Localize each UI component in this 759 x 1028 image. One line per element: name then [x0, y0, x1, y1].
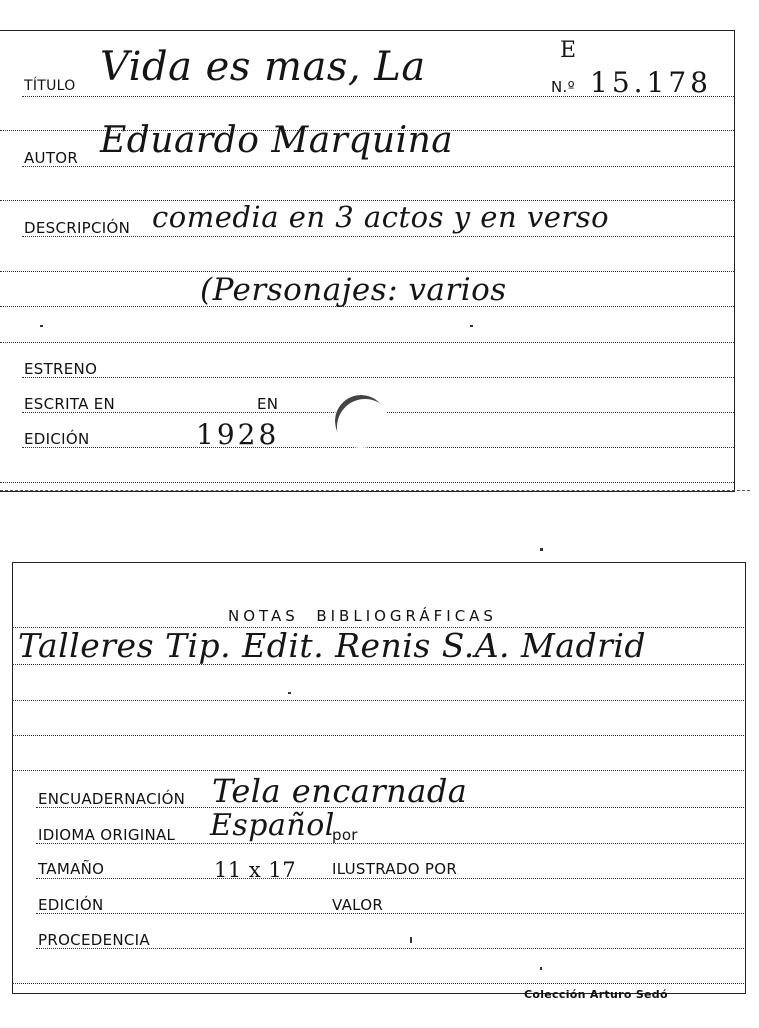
- ilustrado-label: ILUSTRADO POR: [332, 860, 458, 878]
- rule-procedencia: [36, 948, 744, 949]
- rule-b2: [12, 700, 744, 701]
- rule-autor: [22, 166, 734, 167]
- por-label: por: [332, 826, 358, 844]
- autor-label: AUTOR: [24, 149, 79, 167]
- numero-value: 15.178: [590, 66, 712, 99]
- encuadernacion-value: Tela encarnada: [212, 772, 468, 810]
- rule-b4: [12, 770, 744, 771]
- idioma-label: IDIOMA ORIGINAL: [38, 826, 176, 844]
- rule-5: [0, 342, 734, 343]
- idioma-value: Español: [210, 808, 335, 843]
- rule-encuadernacion: [36, 807, 744, 808]
- tamano-value: 11 x 17: [214, 858, 297, 882]
- rule-edicion-back: [36, 913, 744, 914]
- encuadernacion-label: ENCUADERNACIÓN: [38, 790, 186, 808]
- procedencia-label: PROCEDENCIA: [38, 931, 150, 949]
- rule-idioma: [36, 843, 744, 844]
- valor-label: VALOR: [332, 896, 384, 914]
- rule-estreno: [22, 377, 734, 378]
- tamano-label: TAMAÑO: [38, 860, 105, 878]
- descripcion-label: DESCRIPCIÓN: [24, 219, 131, 237]
- escrita-en-label: ESCRITA EN: [24, 395, 116, 413]
- speck: [410, 937, 412, 943]
- paper-blemish: [334, 394, 388, 448]
- numero-prefix: E: [560, 38, 577, 63]
- descripcion-value: comedia en 3 actos y en verso: [152, 200, 610, 234]
- edicion-back-label: EDICIÓN: [38, 896, 104, 914]
- speck: [540, 548, 543, 551]
- torn-edge: [0, 490, 750, 491]
- notas-heading: NOTAS BIBLIOGRÁFICAS: [228, 607, 497, 625]
- estreno-label: ESTRENO: [24, 360, 98, 378]
- speck: [288, 692, 291, 694]
- en-label: EN: [257, 395, 279, 413]
- titulo-value: Vida es mas, La: [100, 44, 426, 90]
- notas-value: Talleres Tip. Edit. Renis S.A. Madrid: [18, 626, 647, 665]
- autor-value: Eduardo Marquina: [100, 120, 454, 161]
- rule-6: [0, 482, 734, 483]
- rule-b5: [12, 983, 744, 984]
- descripcion-extra: (Personajes: varios: [200, 272, 507, 308]
- speck: [540, 967, 542, 970]
- edicion-label: EDICIÓN: [24, 430, 90, 448]
- rule-b3: [12, 735, 744, 736]
- rule-b1: [12, 664, 744, 665]
- speck: [470, 325, 473, 327]
- titulo-label: TÍTULO: [24, 78, 76, 94]
- rule-edicion: [22, 447, 734, 448]
- edicion-value: 1928: [196, 418, 280, 451]
- numero-label: N.º: [551, 78, 575, 96]
- speck: [40, 325, 43, 327]
- rule-tamano: [36, 878, 744, 879]
- collection-footer: Colección Arturo Sedó: [524, 988, 668, 1001]
